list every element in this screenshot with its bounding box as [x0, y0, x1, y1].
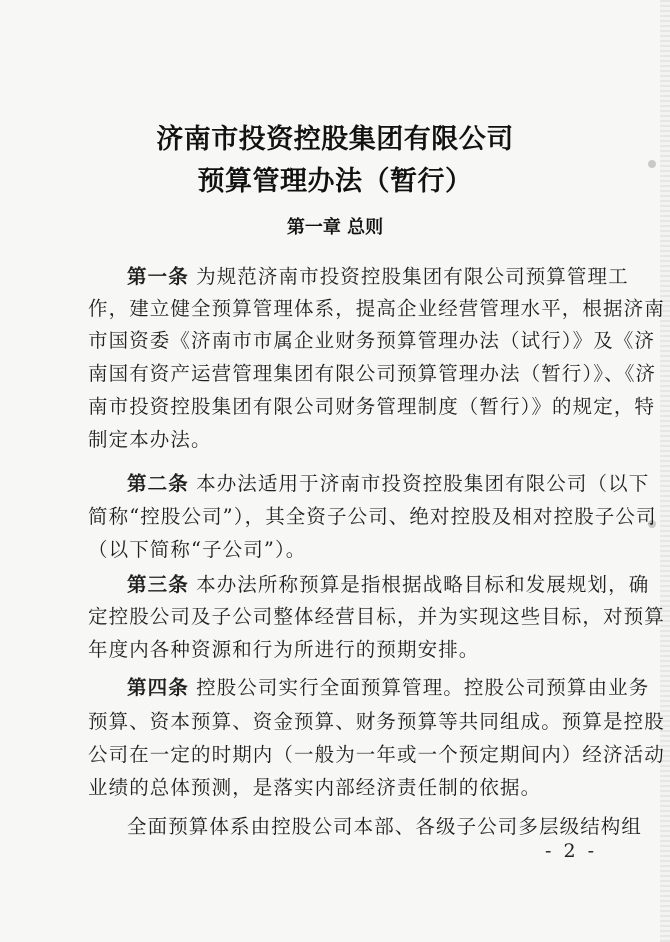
- article-3-line-3: 年度内各种资源和行为所进行的预期安排。: [88, 638, 480, 661]
- article-3-line-1: [127, 573, 649, 597]
- article-4-line-3: 公司在一定的时期内（一般为一年或一个预定期间内）经济活动: [88, 743, 665, 766]
- article-3-line-2: 定控股公司及子公司整体经营目标，并为实现这些目标，对预算: [88, 605, 665, 628]
- article-3-label: 第三条: [127, 573, 189, 596]
- article-1-line-6: 制定本办法。: [88, 428, 212, 451]
- document-title-line-2: 预算管理办法（暂行）: [197, 166, 473, 197]
- trailing-paragraph-line: 全面预算体系由控股公司本部、各级子公司多层级结构组: [127, 815, 643, 838]
- article-2-label: 第二条: [127, 472, 189, 495]
- article-4-line-2: 预算、资本预算、资金预算、财务预算等共同组成。预算是控股: [88, 710, 665, 733]
- chapter-heading: 第一章 总则: [286, 217, 384, 238]
- article-4-line-1: [127, 676, 649, 700]
- article-2-line-3: （以下简称“子公司”）。: [88, 538, 307, 561]
- article-text: 本办法适用于济南市投资控股集团有限公司（以下: [188, 472, 650, 495]
- article-4-line-4: 业绩的总体预测，是落实内部经济责任制的依据。: [88, 776, 542, 799]
- article-2-line-1: [127, 472, 649, 496]
- article-2-line-2: 简称“控股公司”），其全资子公司、绝对控股及相对控股子公司: [88, 505, 657, 528]
- article-1-line-4: 南国有资产运营管理集团有限公司预算管理办法（暂行）》、《济: [88, 362, 657, 385]
- page-number: - 2 -: [545, 840, 598, 862]
- article-1-line-1: [127, 265, 629, 289]
- article-4-label: 第四条: [127, 676, 189, 699]
- article-1-label: 第一条: [127, 265, 189, 288]
- article-1-line-2: 作，建立健全预算管理体系，提高企业经营管理水平，根据济南: [88, 297, 665, 320]
- document-title-line-1: 济南市投资控股集团有限公司: [156, 124, 514, 155]
- article-text: 控股公司实行全面预算管理。控股公司预算由业务: [188, 676, 650, 699]
- article-1-line-3: 市国资委《济南市市属企业财务预算管理办法（试行）》及《济: [88, 329, 656, 352]
- article-1-line-5: 南市投资控股集团有限公司财务管理制度（暂行）》的规定，特: [88, 395, 656, 418]
- article-text: 本办法所称预算是指根据战略目标和发展规划，确: [188, 573, 650, 596]
- article-text: 为规范济南市投资控股集团有限公司预算管理工: [188, 265, 629, 288]
